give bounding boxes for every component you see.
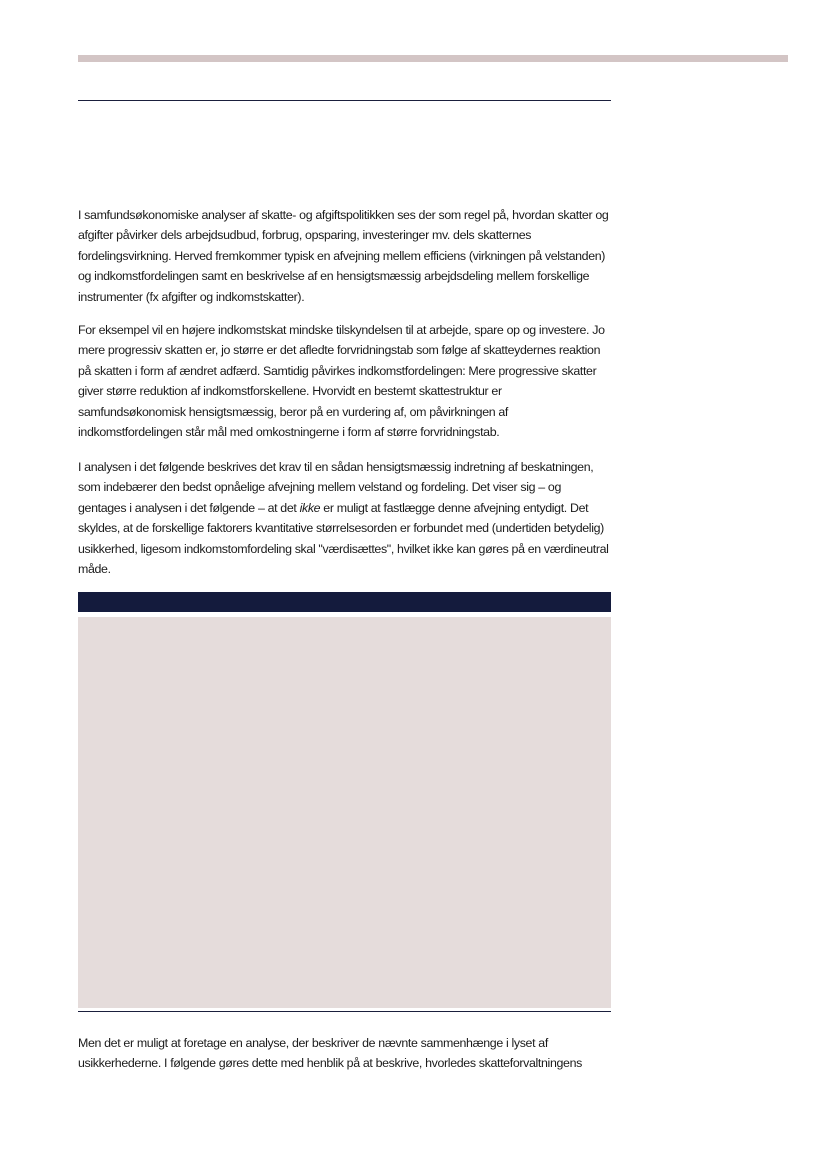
paragraph-conclusion: Men det er muligt at foretage en analyse, der beskriver de nævnte sammenhænge i lyset af usikkerhederne. I følgende gøres dette med henblik på at beskrive, hvorledes skatteforvaltningens (78, 1036, 582, 1071)
header-rule (78, 100, 611, 101)
box-body (78, 617, 611, 1008)
paragraph-intro: I samfundsøkonomiske analyser af skatte- og afgiftspolitikken ses der som regel på, hvordan skatter og afgifter påvirker dels arbejdsudbud, forbrug, opsparing, investeringer mv. dels skatternes fordelingsvirkning. Herved fremkommer typisk en afvejning mellem efficiens (virkningen på velstanden) og indkomstfordelingen samt en beskrivelse af en hensigtsmæssig arbejdsdeling mellem forskellige instrumenter (fx afgifter og indkomstskatter). (78, 208, 609, 304)
paragraph-analysis-part-2: er muligt at fastlægge denne afvejning entydigt. Det skyldes, at de forskellige faktorers kvantitative størrelsesorden er forbundet med (undertiden betydelig) usikkerhed, ligesom indkomstomfordeling skal "værdisættes", hvilket ikke kan gøres på en værdineutral måde. (78, 500, 609, 577)
box-bottom-rule (78, 1011, 611, 1012)
paragraph-analysis-part-1: I analysen i det følgende beskrives det krav til en sådan hensigtsmæssig indretning af beskatningen, som indebærer den bedst opnåelige afvejning mellem velstand og fordeling. Det viser sig – og gentages i analysen i det følgende – at det (78, 460, 594, 515)
paragraph-analysis (78, 457, 611, 579)
header-band (78, 55, 788, 62)
paragraph-example: For eksempel vil en højere indkomstskat mindske tilskyndelsen til at arbejde, spare op og investere. Jo mere progressiv skatten er, jo større er det afledte forvridningstab som følge af skatteydernes reaktion på skatten i form af ændret adfærd. Samtidig påvirkes indkomstfordelingen: Mere progressive skatter giver større reduktion af indkomstforskellene. Hvorvidt en bestemt skattestruktur er samfundsøkonomisk hensigtsmæssig, beror på en vurdering af, om påvirkningen af indkomstfordelingen står mål med omkostningerne i form af større forvridningstab. (78, 323, 605, 440)
box-header-bar (78, 592, 611, 612)
emphasis-ikke: ikke (299, 500, 321, 515)
